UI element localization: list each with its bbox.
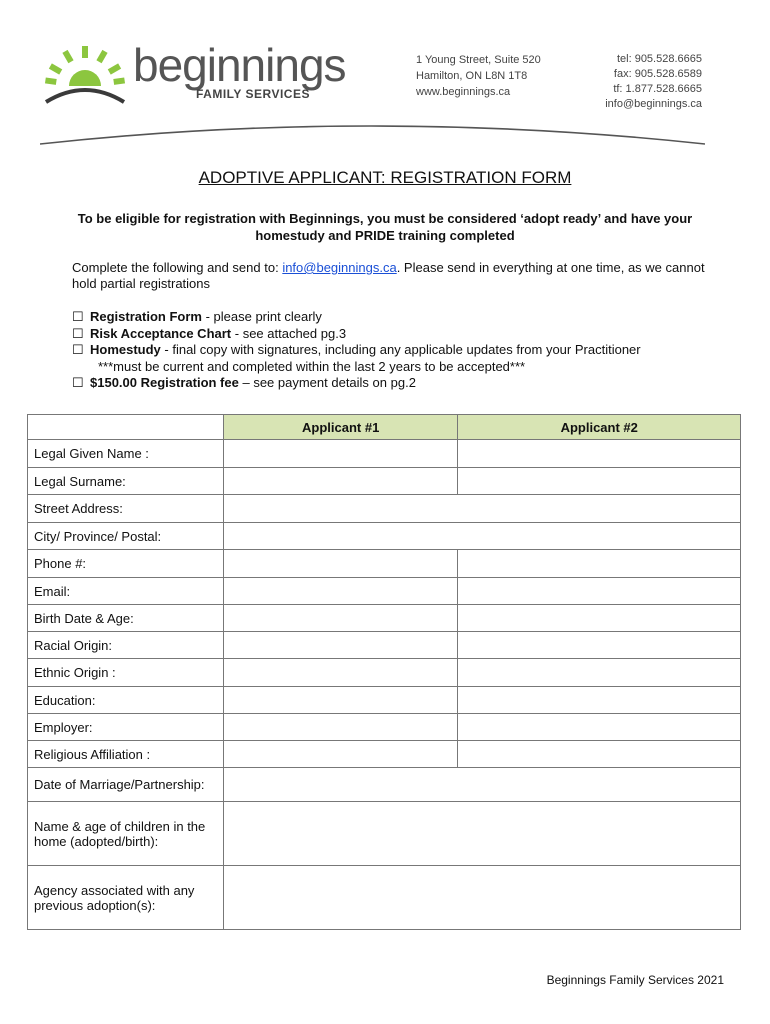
row-label: Birth Date & Age: <box>28 605 224 632</box>
shared-field[interactable] <box>223 523 740 550</box>
logo-subtitle: FAMILY SERVICES <box>196 87 310 101</box>
applicant-1-field[interactable] <box>223 741 458 768</box>
checklist-item-title: Registration Form <box>90 309 202 324</box>
shared-field[interactable] <box>223 768 740 802</box>
row-label: Name & age of children in the home (adopted/birth): <box>28 802 224 866</box>
send-prefix: Complete the following and send to: <box>72 260 283 275</box>
address-block <box>416 52 541 100</box>
applicant-2-field[interactable] <box>458 468 741 495</box>
page-title: ADOPTIVE APPLICANT: REGISTRATION FORM <box>198 168 572 187</box>
checklist-item-detail: - final copy with signatures, including any applicable updates from your Practitioner <box>160 342 641 357</box>
checklist-item <box>72 375 732 392</box>
letterhead <box>0 0 770 150</box>
applicant-1-field[interactable] <box>223 468 458 495</box>
row-label: Religious Affiliation : <box>28 741 224 768</box>
phone-line: tel: 905.528.6665 <box>616 53 702 65</box>
row-label: Employer: <box>28 714 224 741</box>
checklist-item-detail: - please print clearly <box>201 309 322 324</box>
checkbox-icon[interactable]: ☐ <box>72 309 84 324</box>
applicant-1-field[interactable] <box>223 550 458 578</box>
header-swoosh-divider <box>40 118 705 148</box>
contact-email[interactable]: info@beginnings.ca <box>605 98 702 110</box>
row-label: Racial Origin: <box>28 632 224 659</box>
send-email-link[interactable]: info@beginnings.ca <box>282 260 397 275</box>
row-label: Legal Surname: <box>28 468 224 495</box>
contact-block <box>605 52 702 112</box>
row-label: Email: <box>28 578 224 605</box>
page-footer: Beginnings Family Services 2021 <box>546 973 724 987</box>
send-suffix: . Please send in everything at one time, as we cannot hold partial registrations <box>72 260 705 291</box>
shared-field[interactable] <box>223 802 740 866</box>
shared-field[interactable] <box>223 495 740 523</box>
applicant-1-field[interactable] <box>223 578 458 605</box>
applicant-2-field[interactable] <box>458 659 741 687</box>
applicant-1-field[interactable] <box>223 632 458 659</box>
checklist-note: ***must be current and completed within the last 2 years to be accepted*** <box>98 358 526 374</box>
applicant-1-field[interactable] <box>223 605 458 632</box>
checklist-item <box>72 342 732 359</box>
fax-line: fax: 905.528.6589 <box>613 68 702 80</box>
checkbox-icon[interactable]: ☐ <box>72 325 84 341</box>
applicant-2-field[interactable] <box>458 578 741 605</box>
sunrise-logo-icon <box>40 40 130 110</box>
checkbox-icon[interactable]: ☐ <box>72 342 84 357</box>
row-label: Agency associated with any previous adoption(s): <box>28 866 224 930</box>
applicant-1-field[interactable] <box>223 659 458 687</box>
logo-wordmark: beginnings <box>133 39 346 91</box>
checklist-item-detail: - see attached pg.3 <box>231 325 347 341</box>
send-instructions <box>72 260 722 292</box>
address-line: 1 Young Street, Suite 520 <box>416 54 541 66</box>
row-label: Education: <box>28 687 224 714</box>
row-label: Street Address: <box>28 495 224 523</box>
applicant-1-field[interactable] <box>223 440 458 468</box>
shared-field[interactable] <box>223 866 740 930</box>
applicant-2-header: Applicant #2 <box>458 415 741 440</box>
checklist-item-title: Homestudy <box>90 342 161 357</box>
applicant-2-field[interactable] <box>458 687 741 714</box>
checklist-item <box>72 326 732 343</box>
applicant-2-field[interactable] <box>458 440 741 468</box>
website-link[interactable]: www.beginnings.ca <box>416 86 511 98</box>
row-label: Date of Marriage/Partnership: <box>28 768 224 802</box>
applicant-2-field[interactable] <box>458 741 741 768</box>
applicant-2-field[interactable] <box>458 714 741 741</box>
checklist-item-title: $150.00 Registration fee <box>90 375 239 390</box>
registration-table <box>27 414 741 930</box>
applicant-2-field[interactable] <box>458 550 741 578</box>
eligibility-note: To be eligible for registration with Beginnings, you must be considered ‘adopt ready’ and have your homestudy and PRIDE training completed <box>77 211 693 243</box>
checklist-item-detail: – see payment details on pg.2 <box>238 375 416 390</box>
row-label: Legal Given Name : <box>28 440 224 468</box>
applicant-2-field[interactable] <box>458 605 741 632</box>
checklist-item <box>72 309 732 326</box>
checklist-item-title: Risk Acceptance Chart <box>90 325 232 341</box>
applicant-2-field[interactable] <box>458 632 741 659</box>
row-label: Phone #: <box>28 550 224 578</box>
tollfree-line: tf: 1.877.528.6665 <box>613 83 702 95</box>
applicant-1-field[interactable] <box>223 714 458 741</box>
applicant-1-header: Applicant #1 <box>223 415 458 440</box>
address-line: Hamilton, ON L8N 1T8 <box>416 70 528 82</box>
row-label: Ethnic Origin : <box>28 659 224 687</box>
applicant-1-field[interactable] <box>223 687 458 714</box>
row-label: City/ Province/ Postal: <box>28 523 224 550</box>
requirements-checklist <box>72 309 732 392</box>
table-corner <box>28 415 224 440</box>
checkbox-icon[interactable]: ☐ <box>72 375 84 390</box>
